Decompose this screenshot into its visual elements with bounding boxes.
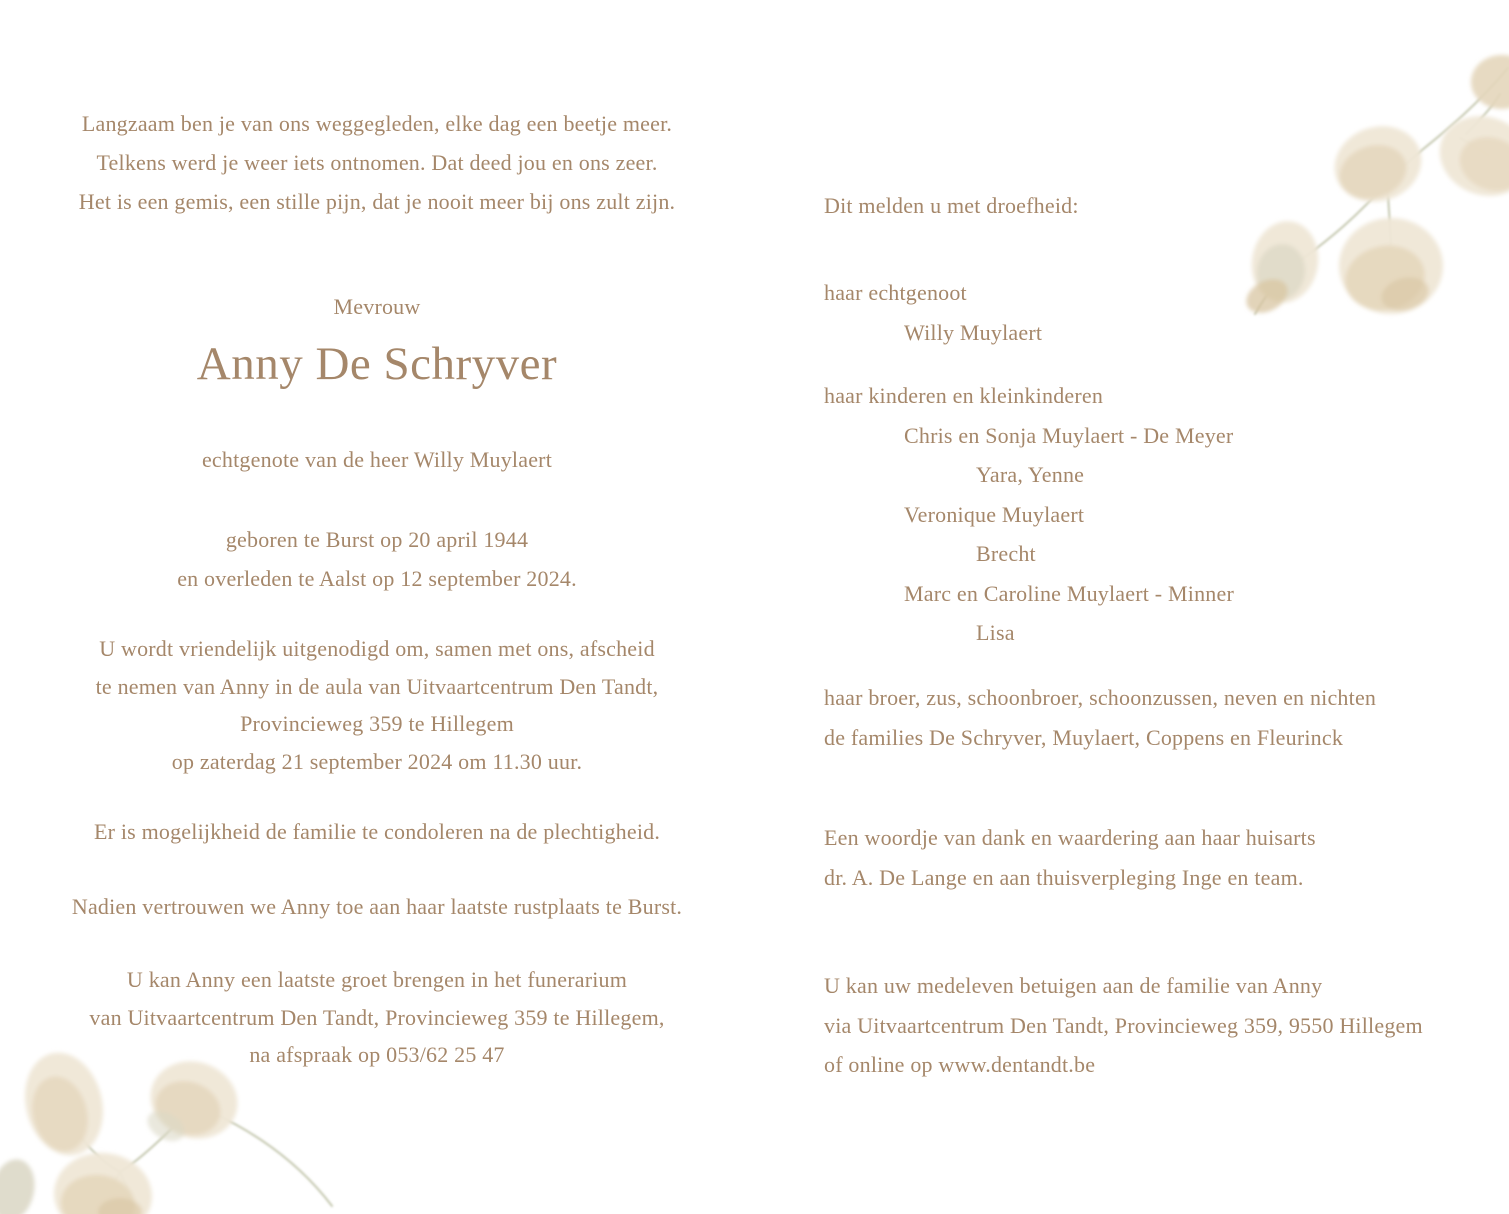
invitation-line: U wordt vriendelijk uitgenodigd om, samen met ons, afscheid xyxy=(99,636,655,661)
resting-place-line: Nadien vertrouwen we Anny toe aan haar laatste rustplaats te Burst. xyxy=(71,894,683,919)
spouse-group xyxy=(824,273,1484,352)
condolence-line: Er is mogelijkheid de familie te condoleren na de plechtigheid. xyxy=(93,819,661,844)
poem-line: Langzaam ben je van ons weggegleden, elke dag een beetje meer. xyxy=(81,111,673,136)
leaf-shape xyxy=(142,1105,190,1148)
leaf-shape xyxy=(98,1198,142,1214)
relatives-block xyxy=(824,678,1484,757)
child-name: Veronique Muylaert xyxy=(904,501,1085,527)
relatives-line: de families De Schryver, Muylaert, Coppens en Fleurinck xyxy=(824,724,1344,750)
salutation: Mevrouw xyxy=(333,294,421,319)
death-line: en overleden te Aalst op 12 september 2024. xyxy=(177,565,577,591)
poem-line: Het is een gemis, een stille pijn, dat je nooit meer bij ons zult zijn. xyxy=(78,189,676,214)
contact-line: of online op www.dentandt.be xyxy=(824,1052,1096,1077)
funerarium-visit-block xyxy=(27,961,727,1074)
contact-line: U kan uw medeleven betuigen aan de familie van Anny xyxy=(824,973,1323,998)
leaf-shape xyxy=(149,1073,228,1143)
grandchild-name: Lisa xyxy=(976,620,1015,645)
leaf-shape xyxy=(0,1155,40,1214)
ceremony-invitation-block xyxy=(27,630,727,780)
invitation-line: Provincieweg 359 te Hillegem xyxy=(240,711,514,736)
spouse-of-line: echtgenote van de heer Willy Muylaert xyxy=(201,447,553,472)
condolence-contact-block xyxy=(824,966,1484,1085)
invitation-line: te nemen van Anny in de aula van Uitvaartcentrum Den Tandt, xyxy=(95,673,659,699)
funerarium-line: van Uitvaartcentrum Den Tandt, Provincieweg 359 te Hillegem, xyxy=(89,1004,665,1030)
leaf-shape xyxy=(25,1071,96,1158)
thanks-line: dr. A. De Lange en aan thuisverpleging Inge en team. xyxy=(824,864,1304,890)
invitation-line: op zaterdag 21 september 2024 om 11.30 uur. xyxy=(171,748,583,774)
thanks-line: Een woordje van dank en waardering aan haar huisarts xyxy=(824,825,1316,850)
thanks-block xyxy=(824,818,1484,897)
deceased-name: Anny De Schryver xyxy=(196,338,558,390)
funerarium-line: U kan Anny een laatste groet brengen in het funerarium xyxy=(126,967,628,992)
children-label: haar kinderen en kleinkinderen xyxy=(824,383,1104,408)
leaf-shape xyxy=(1471,55,1509,109)
children-group xyxy=(824,376,1484,653)
branch-stem xyxy=(64,1104,332,1214)
poem-line: Telkens werd je weer iets ontnomen. Dat deed jou en ons zeer. xyxy=(96,150,658,175)
grandchild-name: Yara, Yenne xyxy=(976,462,1085,487)
child-name: Marc en Caroline Muylaert - Minner xyxy=(904,580,1234,606)
memorial-poem xyxy=(27,104,727,221)
leaf-shape xyxy=(58,1171,138,1214)
announcement-line: Dit melden u met droefheid: xyxy=(824,193,1079,218)
contact-line: via Uitvaartcentrum Den Tandt, Provincieweg 359, 9550 Hillegem xyxy=(824,1012,1423,1038)
leaf-shape xyxy=(50,1148,156,1214)
spouse-label: haar echtgenoot xyxy=(824,280,967,305)
birth-death-block xyxy=(27,521,727,598)
birth-line: geboren te Burst op 20 april 1944 xyxy=(225,527,529,552)
child-name: Chris en Sonja Muylaert - De Meyer xyxy=(904,422,1234,448)
grandchild-name: Brecht xyxy=(976,541,1036,566)
funerarium-line: na afspraak op 053/62 25 47 xyxy=(249,1042,505,1067)
relatives-line: haar broer, zus, schoonbroer, schoonzussen, neven en nichten xyxy=(824,685,1377,710)
spouse-name: Willy Muylaert xyxy=(904,319,1043,345)
